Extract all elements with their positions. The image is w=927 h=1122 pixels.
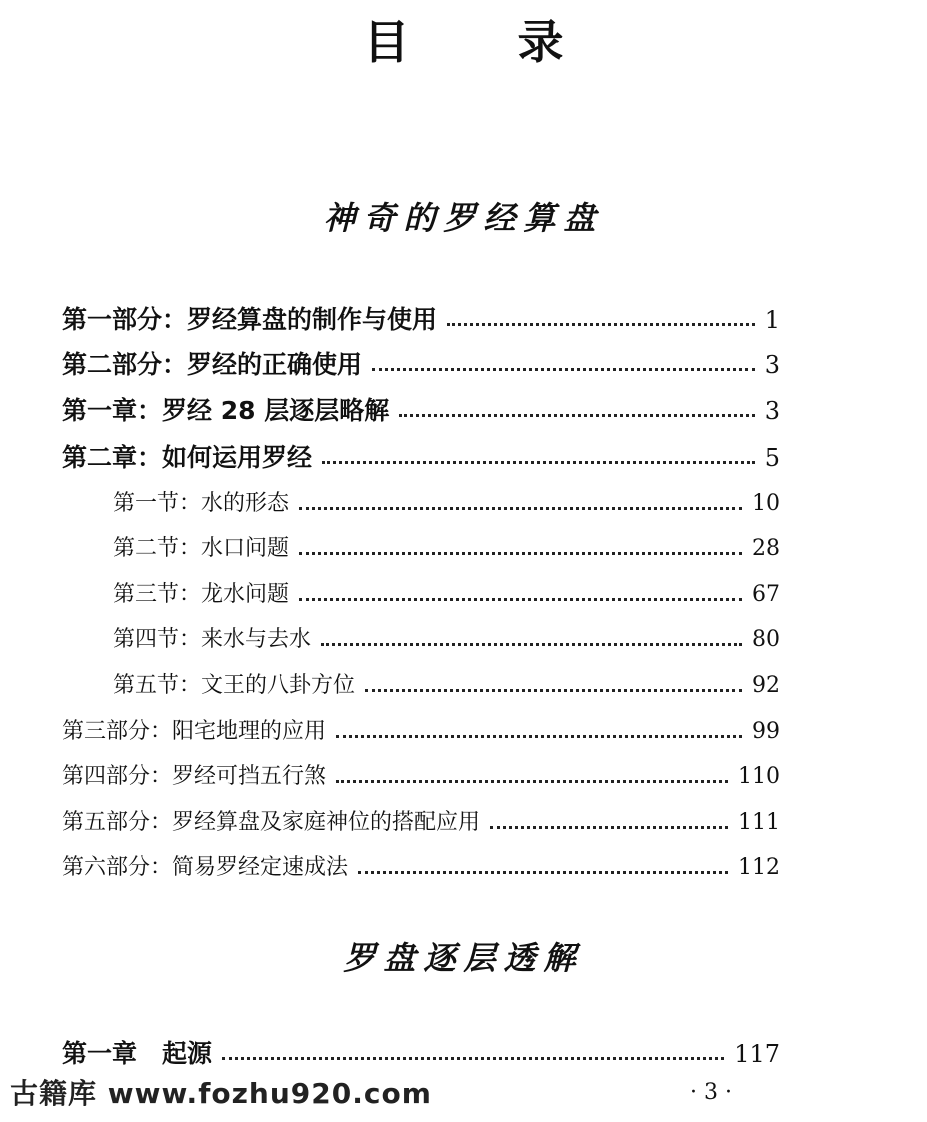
watermark: 古籍库 www.fozhu920.com — [10, 1077, 432, 1110]
toc-entry-page: 10 — [752, 491, 780, 516]
toc-entry-page: 112 — [738, 855, 780, 880]
toc-entry-label: 第五部分：罗经算盘及家庭神位的搭配应用 — [62, 810, 481, 835]
toc-entry-page: 67 — [752, 582, 780, 607]
toc-entry-page: 80 — [752, 627, 780, 652]
toc-entry-page: 117 — [734, 1040, 780, 1068]
toc-entry-label: 第四节：来水与去水 — [113, 627, 312, 652]
toc-entry-label: 第四部分：罗经可挡五行煞 — [62, 764, 327, 789]
dot-leader — [222, 1057, 724, 1060]
toc-subentry[interactable] — [113, 622, 780, 658]
toc-entry-label: 第一节：水的形态 — [113, 491, 290, 516]
toc-subentry[interactable] — [113, 577, 780, 613]
section-heading-compass-abacus: 神奇的罗经算盘 — [323, 199, 604, 237]
dot-leader — [299, 507, 742, 510]
toc-entry-label: 第五节：文王的八卦方位 — [113, 673, 356, 698]
toc-entry-page: 3 — [764, 351, 780, 379]
toc-entry-page: 3 — [764, 397, 780, 425]
toc-subentry[interactable] — [113, 668, 780, 704]
toc-entry-label: 第一部分：罗经算盘的制作与使用 — [62, 305, 438, 334]
toc-entry[interactable] — [62, 714, 780, 750]
toc-entry-page: 110 — [738, 764, 780, 789]
toc-entry-label: 第六部分：简易罗经定速成法 — [62, 855, 349, 880]
toc-entry-page: 111 — [738, 810, 780, 835]
page-number: · 3 · — [690, 1080, 732, 1105]
dot-leader — [336, 780, 728, 783]
toc-entry-page: 5 — [764, 444, 780, 472]
toc-entry-page: 92 — [752, 673, 780, 698]
dot-leader — [322, 461, 755, 464]
toc-entry[interactable] — [62, 347, 780, 383]
toc-entry[interactable] — [62, 759, 780, 795]
dot-leader — [299, 598, 742, 601]
toc-entry-label: 第一章：罗经 28 层逐层略解 — [62, 396, 390, 425]
toc-entry-label: 第二部分：罗经的正确使用 — [62, 350, 363, 379]
dot-leader — [447, 323, 755, 326]
toc-entry[interactable] — [62, 805, 780, 841]
toc-entry-label: 第一章 起源 — [62, 1039, 213, 1068]
toc-entry[interactable] — [62, 302, 780, 338]
dot-leader — [365, 689, 742, 692]
toc-entry[interactable] — [62, 440, 780, 476]
dot-leader — [336, 735, 742, 738]
toc-entry[interactable] — [62, 1036, 780, 1072]
dot-leader — [399, 414, 755, 417]
toc-entry-page: 99 — [752, 719, 780, 744]
toc-entry-label: 第二节：水口问题 — [113, 536, 290, 561]
dot-leader — [372, 368, 755, 371]
toc-entry-page: 28 — [752, 536, 780, 561]
toc-entry-label: 第三节：龙水问题 — [113, 582, 290, 607]
toc-entry[interactable] — [62, 393, 780, 429]
dot-leader — [299, 552, 742, 555]
page-title: 目录 — [363, 15, 672, 69]
dot-leader — [358, 871, 728, 874]
toc-entry[interactable] — [62, 850, 780, 886]
section-heading-compass-layers: 罗盘逐层透解 — [343, 939, 584, 977]
toc-entry-label: 第三部分：阳宅地理的应用 — [62, 719, 327, 744]
toc-entry-label: 第二章：如何运用罗经 — [62, 443, 313, 472]
dot-leader — [321, 643, 742, 646]
dot-leader — [490, 826, 728, 829]
toc-entry-page: 1 — [764, 306, 780, 334]
toc-subentry[interactable] — [113, 486, 780, 522]
toc-subentry[interactable] — [113, 531, 780, 567]
